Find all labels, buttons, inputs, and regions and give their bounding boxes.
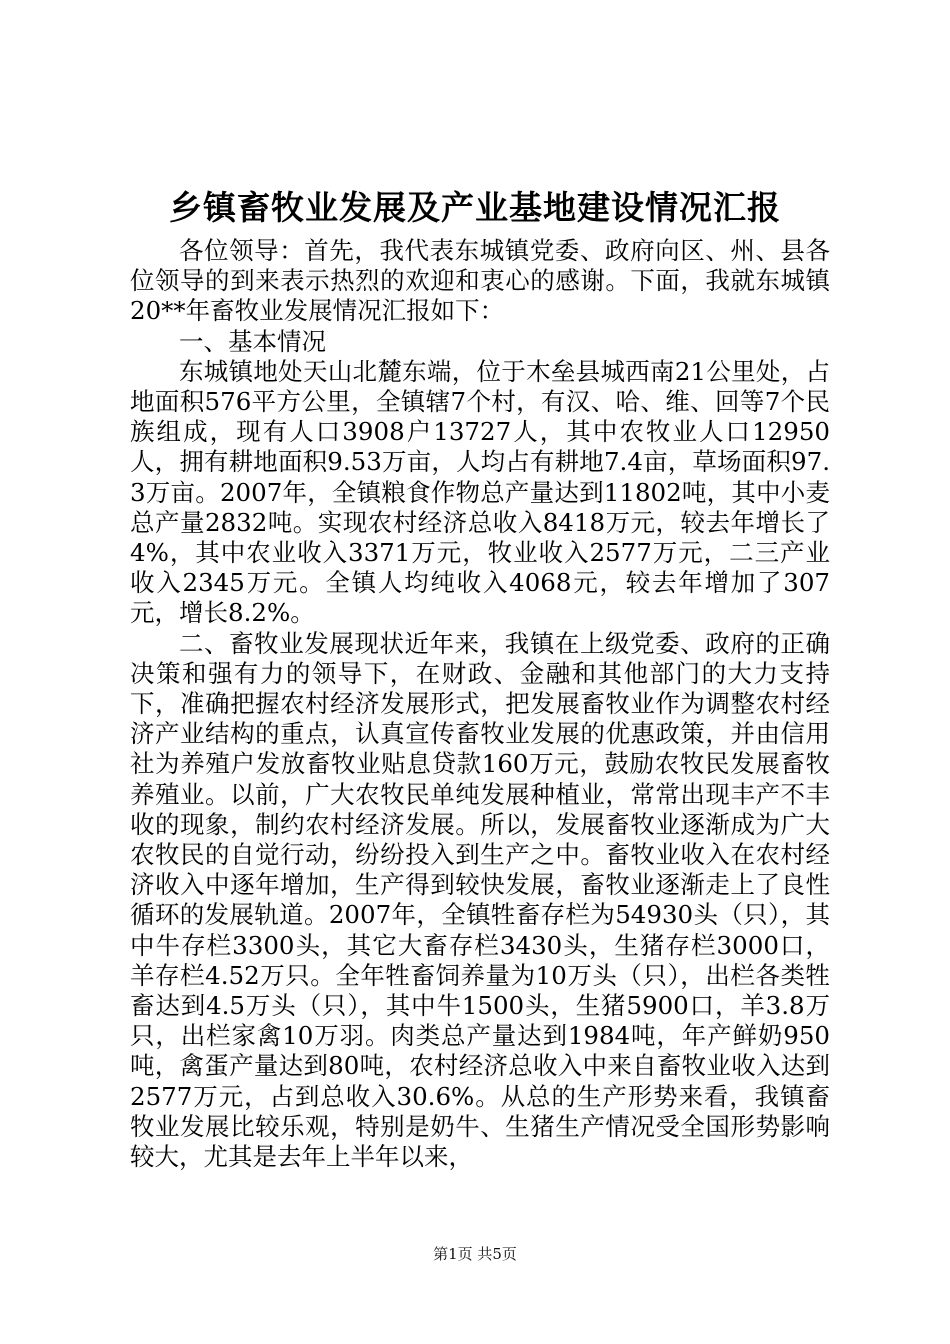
page-footer: 第1页 共5页: [433, 1245, 517, 1263]
document-title: 乡镇畜牧业发展及产业基地建设情况汇报: [169, 188, 781, 227]
document-body: [130, 236, 830, 1172]
paragraph-basic-situation: 东城镇地处天山北麓东端，位于木垒县城西南21公里处，占地面积576平方公里，全镇辖7个村，有汉、哈、维、回等7个民族组成，现有人口3908户13727人，其中农牧业人口12950人，拥有耕地面积9.53万亩，人均占有耕地7.4亩，草场面积97.3万亩。2007年，全镇粮食作物总产量达到11802吨，其中小麦总产量2832吨。实现农村经济总收入8418万元，较去年增长了4%，其中农业收入3371万元，牧业收入2577万元，二三产业收入2345万元。全镇人均纯收入4068元，较去年增加了307元，增长8.2%。: [130, 356, 830, 628]
section-heading-basic-situation: 一、基本情况: [179, 326, 326, 356]
paragraph-livestock-status: 二、畜牧业发展现状近年来，我镇在上级党委、政府的正确决策和强有力的领导下，在财政、金融和其他部门的大力支持下，准确把握农村经济发展形式，把发展畜牧业作为调整农村经济产业结构的重点，认真宣传畜牧业发展的优惠政策，并由信用社为养殖户发放畜牧业贴息贷款160万元，鼓励农牧民发展畜牧养殖业。以前，广大农牧民单纯发展种植业，常常出现丰产不丰收的现象，制约农村经济发展。所以，发展畜牧业逐渐成为广大农牧民的自觉行动，纷纷投入到生产之中。畜牧业收入在农村经济收入中逐年增加，生产得到较快发展，畜牧业逐渐走上了良性循环的发展轨道。2007年，全镇牲畜存栏为54930头（只），其中牛存栏3300头，其它大畜存栏3430头，生猪存栏3000口，羊存栏4.52万只。全年牲畜饲养量为10万头（只），出栏各类牲畜达到4.5万头（只），其中牛1500头，生猪5900口，羊3.8万只，出栏家禽10万羽。肉类总产量达到1984吨，年产鲜奶950吨，禽蛋产量达到80吨，农村经济总收入中来自畜牧业收入达到2577万元，占到总收入30.6%。从总的生产形势来看，我镇畜牧业发展比较乐观，特别是奶牛、生猪生产情况受全国形势影响较大，尤其是去年上半年以来，: [130, 628, 830, 1172]
paragraph-greeting: 各位领导：首先，我代表东城镇党委、政府向区、州、县各位领导的到来表示热烈的欢迎和衷心的感谢。下面，我就东城镇20**年畜牧业发展情况汇报如下：: [130, 236, 830, 326]
